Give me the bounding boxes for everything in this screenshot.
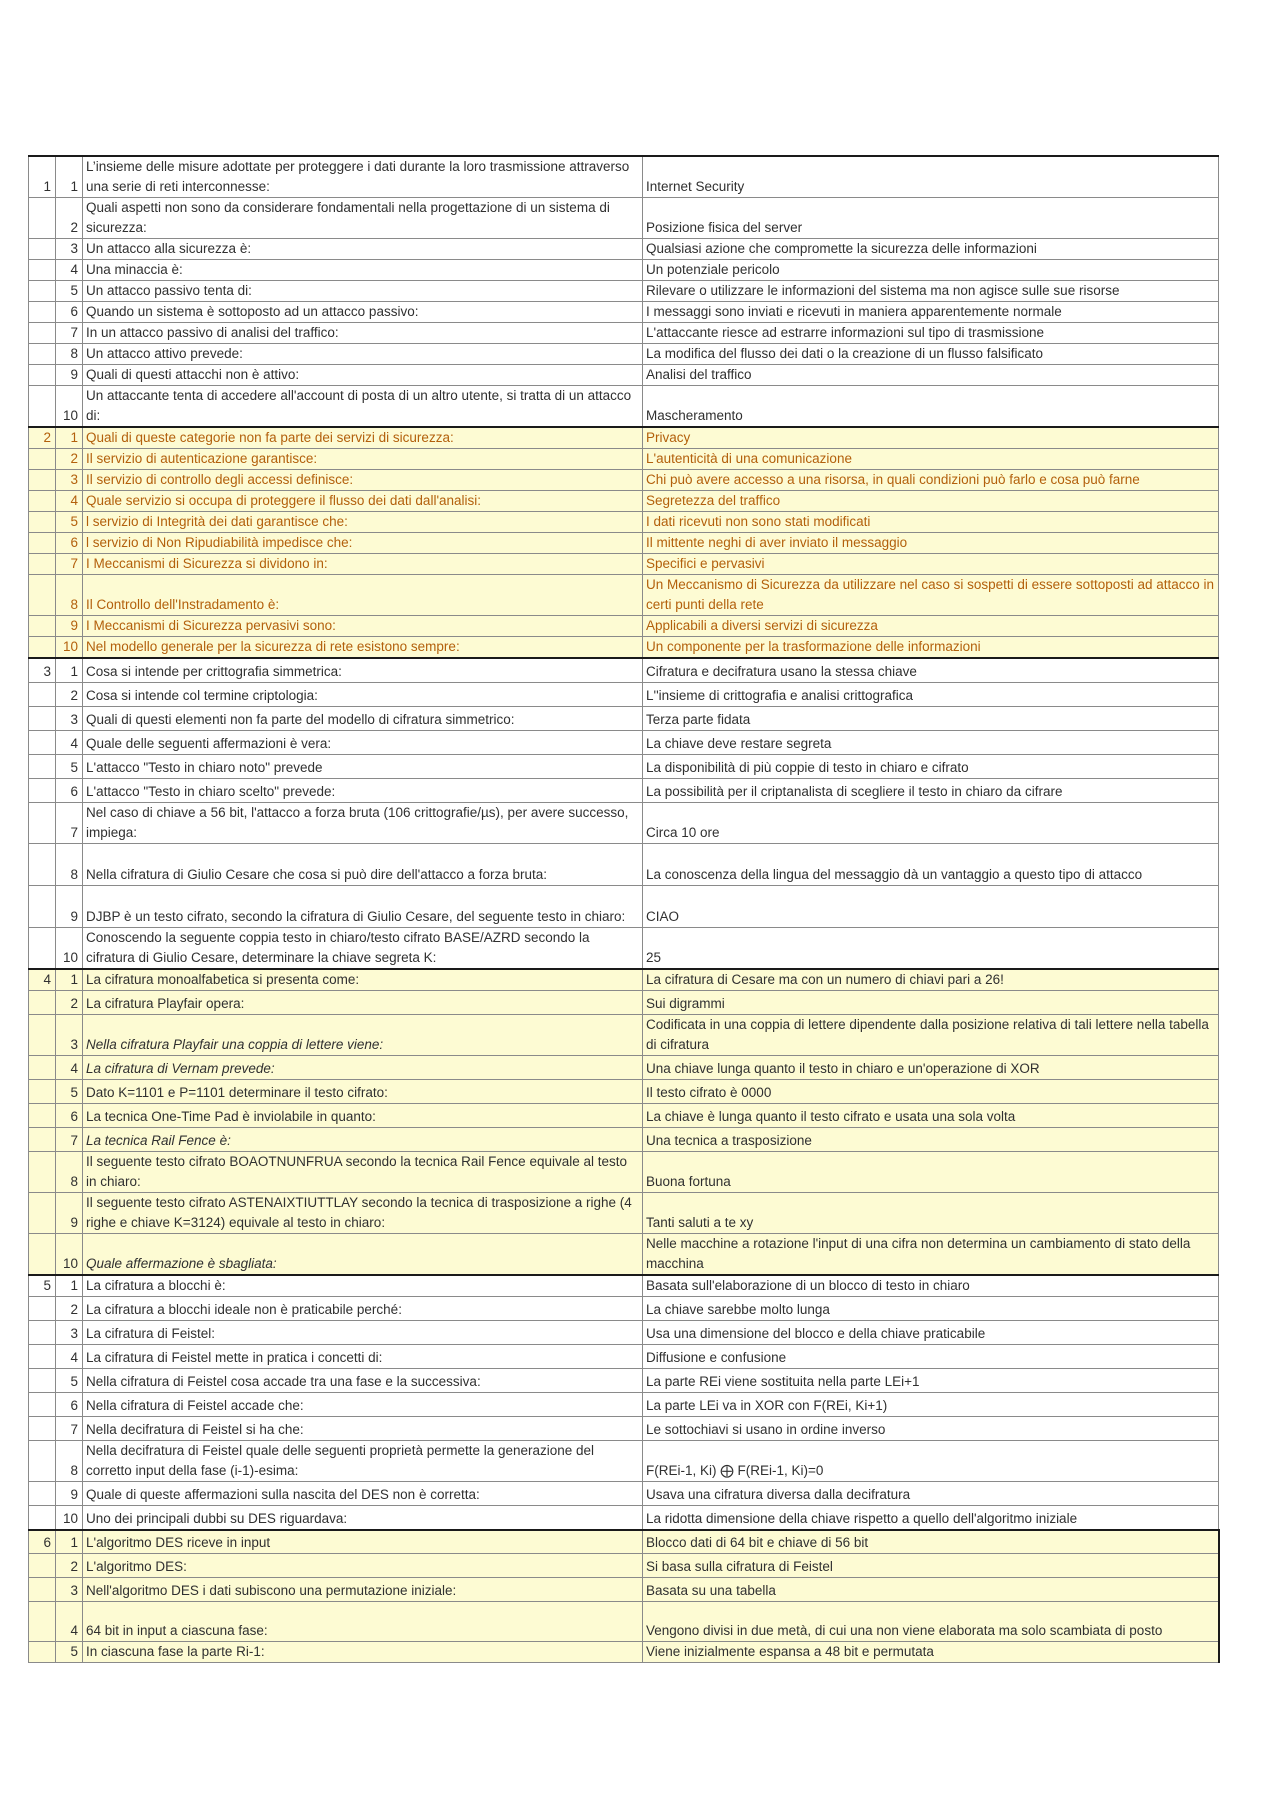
question-number: 1 xyxy=(56,1275,83,1297)
question-row xyxy=(29,682,1219,706)
question-row xyxy=(29,281,1219,302)
question-number: 1 xyxy=(56,1530,83,1554)
question-row xyxy=(29,991,1219,1015)
section-number xyxy=(29,927,56,969)
question-text: Nell'algoritmo DES i dati subiscono una permutazione iniziale: xyxy=(83,1578,643,1602)
question-row xyxy=(29,1152,1219,1193)
question-row xyxy=(29,491,1219,512)
section-number xyxy=(29,1193,56,1234)
question-row xyxy=(29,1441,1219,1482)
question-text: Conoscendo la seguente coppia testo in chiaro/testo cifrato BASE/AZRD secondo la cifratura di Giulio Cesare, determinare la chiave segreta K: xyxy=(83,927,643,969)
question-number: 1 xyxy=(56,658,83,682)
section-number: 1 xyxy=(29,156,56,198)
question-text: La cifratura di Feistel mette in pratica i concetti di: xyxy=(83,1345,643,1369)
answer-text: La parte LEi va in XOR con F(REi, Ki+1) xyxy=(643,1393,1219,1417)
section-number xyxy=(29,885,56,927)
section-number xyxy=(29,616,56,637)
question-number: 1 xyxy=(56,969,83,991)
question-number: 3 xyxy=(56,1015,83,1056)
section-number xyxy=(29,554,56,575)
question-row xyxy=(29,1417,1219,1441)
answer-text: Usava una cifratura diversa dalla decifratura xyxy=(643,1482,1219,1506)
answer-text: Chi può avere accesso a una risorsa, in quali condizioni può farlo e cosa può farne xyxy=(643,470,1219,491)
question-text: Nella decifratura di Feistel si ha che: xyxy=(83,1417,643,1441)
answer-text: Una chiave lunga quanto il testo in chiaro e un'operazione di XOR xyxy=(643,1056,1219,1080)
section-number: 5 xyxy=(29,1275,56,1297)
question-row xyxy=(29,754,1219,778)
question-text: Un attacco attivo prevede: xyxy=(83,344,643,365)
question-number: 7 xyxy=(56,1417,83,1441)
question-number: 4 xyxy=(56,730,83,754)
question-number: 9 xyxy=(56,1193,83,1234)
question-number: 6 xyxy=(56,302,83,323)
section-number xyxy=(29,1015,56,1056)
answer-text: 25 xyxy=(643,927,1219,969)
question-text: L’insieme delle misure adottate per proteggere i dati durante la loro trasmissione attraverso una serie di reti interconnesse: xyxy=(83,156,643,198)
question-number: 4 xyxy=(56,1602,83,1642)
answer-text: L''insieme di crittografia e analisi crittografica xyxy=(643,682,1219,706)
question-row xyxy=(29,344,1219,365)
question-row xyxy=(29,1193,1219,1234)
answer-text: Applicabili a diversi servizi di sicurezza xyxy=(643,616,1219,637)
question-text: Un attaccante tenta di accedere all'account di posta di un altro utente, si tratta di un attacco di: xyxy=(83,386,643,428)
question-number: 6 xyxy=(56,533,83,554)
answer-text: La cifratura di Cesare ma con un numero di chiavi pari a 26! xyxy=(643,969,1219,991)
question-text: La cifratura a blocchi è: xyxy=(83,1275,643,1297)
answer-text: La possibilità per il criptanalista di scegliere il testo in chiaro da cifrare xyxy=(643,778,1219,802)
question-row xyxy=(29,802,1219,843)
section-number xyxy=(29,1482,56,1506)
question-number: 7 xyxy=(56,554,83,575)
question-number: 10 xyxy=(56,927,83,969)
question-text: La cifratura a blocchi ideale non è praticabile perché: xyxy=(83,1297,643,1321)
section-number xyxy=(29,449,56,470)
answer-text: La ridotta dimensione della chiave rispetto a quello dell'algoritmo iniziale xyxy=(643,1506,1219,1530)
question-number: 1 xyxy=(56,156,83,198)
question-row xyxy=(29,512,1219,533)
question-row xyxy=(29,1345,1219,1369)
question-row xyxy=(29,1602,1219,1642)
question-number: 4 xyxy=(56,491,83,512)
section-number xyxy=(29,344,56,365)
question-number: 10 xyxy=(56,1506,83,1530)
question-row xyxy=(29,386,1219,428)
section-number xyxy=(29,323,56,344)
question-number: 3 xyxy=(56,1321,83,1345)
section-number xyxy=(29,1080,56,1104)
question-row xyxy=(29,616,1219,637)
question-text: Una minaccia è: xyxy=(83,260,643,281)
question-text: La cifratura di Feistel: xyxy=(83,1321,643,1345)
section-number xyxy=(29,1602,56,1642)
section-number xyxy=(29,512,56,533)
question-text: Cosa si intende per crittografia simmetrica: xyxy=(83,658,643,682)
question-text: Il servizio di autenticazione garantisce: xyxy=(83,449,643,470)
question-row xyxy=(29,1530,1219,1554)
question-row xyxy=(29,1369,1219,1393)
question-row xyxy=(29,1234,1219,1276)
question-number: 5 xyxy=(56,1642,83,1663)
answer-text: Basata su una tabella xyxy=(643,1578,1219,1602)
question-text: L'algoritmo DES riceve in input xyxy=(83,1530,643,1554)
question-row xyxy=(29,1104,1219,1128)
answer-text: Il testo cifrato è 0000 xyxy=(643,1080,1219,1104)
question-number: 9 xyxy=(56,616,83,637)
question-row xyxy=(29,637,1219,659)
question-text: In ciascuna fase la parte Ri-1: xyxy=(83,1642,643,1663)
answer-text: Vengono divisi in due metà, di cui una non viene elaborata ma solo scambiata di posto xyxy=(643,1602,1219,1642)
section-number xyxy=(29,1506,56,1530)
answer-text: Diffusione e confusione xyxy=(643,1345,1219,1369)
question-row xyxy=(29,323,1219,344)
question-text: Dato K=1101 e P=1101 determinare il testo cifrato: xyxy=(83,1080,643,1104)
section-number xyxy=(29,1441,56,1482)
section-number xyxy=(29,1642,56,1663)
section-number: 2 xyxy=(29,427,56,449)
question-row xyxy=(29,198,1219,239)
section-number xyxy=(29,281,56,302)
section-number xyxy=(29,1128,56,1152)
question-row xyxy=(29,449,1219,470)
answer-text: Usa una dimensione del blocco e della chiave praticabile xyxy=(643,1321,1219,1345)
question-number: 5 xyxy=(56,1369,83,1393)
section-number xyxy=(29,637,56,659)
question-number: 3 xyxy=(56,1578,83,1602)
question-number: 8 xyxy=(56,344,83,365)
answer-text: La chiave sarebbe molto lunga xyxy=(643,1297,1219,1321)
question-number: 4 xyxy=(56,1056,83,1080)
question-text: I Meccanismi di Sicurezza si dividono in: xyxy=(83,554,643,575)
section-number: 4 xyxy=(29,969,56,991)
question-number: 7 xyxy=(56,802,83,843)
question-row xyxy=(29,1128,1219,1152)
question-text: La cifratura monoalfabetica si presenta come: xyxy=(83,969,643,991)
question-text: In un attacco passivo di analisi del traffico: xyxy=(83,323,643,344)
question-row xyxy=(29,927,1219,969)
quiz-table-body xyxy=(29,156,1219,1663)
answer-text: Le sottochiavi si usano in ordine inverso xyxy=(643,1417,1219,1441)
answer-text: Mascheramento xyxy=(643,386,1219,428)
question-text: Uno dei principali dubbi su DES riguardava: xyxy=(83,1506,643,1530)
question-row xyxy=(29,843,1219,885)
answer-text: Cifratura e decifratura usano la stessa chiave xyxy=(643,658,1219,682)
answer-text: I messaggi sono inviati e ricevuti in maniera apparentemente normale xyxy=(643,302,1219,323)
question-row xyxy=(29,1321,1219,1345)
question-row xyxy=(29,260,1219,281)
answer-text: Posizione fisica del server xyxy=(643,198,1219,239)
question-row xyxy=(29,427,1219,449)
answer-text: Buona fortuna xyxy=(643,1152,1219,1193)
question-number: 4 xyxy=(56,260,83,281)
question-row xyxy=(29,533,1219,554)
section-number xyxy=(29,1321,56,1345)
question-row xyxy=(29,1578,1219,1602)
question-row xyxy=(29,156,1219,198)
section-number xyxy=(29,386,56,428)
question-text: L'algoritmo DES: xyxy=(83,1554,643,1578)
answer-text: La chiave deve restare segreta xyxy=(643,730,1219,754)
question-row xyxy=(29,575,1219,616)
question-text: Il servizio di controllo degli accessi definisce: xyxy=(83,470,643,491)
question-number: 10 xyxy=(56,1234,83,1276)
answer-text: La disponibilità di più coppie di testo in chiaro e cifrato xyxy=(643,754,1219,778)
section-number xyxy=(29,198,56,239)
question-text: Quale affermazione è sbagliata: xyxy=(83,1234,643,1276)
question-row xyxy=(29,1393,1219,1417)
question-number: 8 xyxy=(56,1441,83,1482)
question-text: La tecnica One-Time Pad è inviolabile in quanto: xyxy=(83,1104,643,1128)
question-number: 8 xyxy=(56,1152,83,1193)
question-number: 1 xyxy=(56,427,83,449)
section-number xyxy=(29,470,56,491)
question-number: 7 xyxy=(56,1128,83,1152)
section-number xyxy=(29,1345,56,1369)
section-number xyxy=(29,991,56,1015)
question-text: DJBP è un testo cifrato, secondo la cifratura di Giulio Cesare, del seguente testo in chiaro: xyxy=(83,885,643,927)
question-text: Quali di queste categorie non fa parte dei servizi di sicurezza: xyxy=(83,427,643,449)
answer-text: CIAO xyxy=(643,885,1219,927)
answer-text: Codificata in una coppia di lettere dipendente dalla posizione relativa di tali lettere nella tabella di cifratura xyxy=(643,1015,1219,1056)
question-number: 7 xyxy=(56,323,83,344)
answer-text: Si basa sulla cifratura di Feistel xyxy=(643,1554,1219,1578)
answer-text: Un componente per la trasformazione delle informazioni xyxy=(643,637,1219,659)
question-text: I Meccanismi di Sicurezza pervasivi sono: xyxy=(83,616,643,637)
question-text: Quali aspetti non sono da considerare fondamentali nella progettazione di un sistema di sicurezza: xyxy=(83,198,643,239)
question-text: 64 bit in input a ciascuna fase: xyxy=(83,1602,643,1642)
section-number xyxy=(29,260,56,281)
question-text: La cifratura Playfair opera: xyxy=(83,991,643,1015)
question-number: 5 xyxy=(56,512,83,533)
question-text: L'attacco "Testo in chiaro noto" prevede xyxy=(83,754,643,778)
question-text: Quale di queste affermazioni sulla nascita del DES non è corretta: xyxy=(83,1482,643,1506)
question-text: Quale delle seguenti affermazioni è vera: xyxy=(83,730,643,754)
question-text: Nella decifratura di Feistel quale delle seguenti proprietà permette la generazione del corretto input della fase (i-1)-esima: xyxy=(83,1441,643,1482)
question-text: Un attacco passivo tenta di: xyxy=(83,281,643,302)
question-row xyxy=(29,1642,1219,1663)
question-row xyxy=(29,365,1219,386)
section-number xyxy=(29,1152,56,1193)
answer-text: La conoscenza della lingua del messaggio dà un vantaggio a questo tipo di attacco xyxy=(643,843,1219,885)
question-row xyxy=(29,969,1219,991)
question-row xyxy=(29,658,1219,682)
section-number xyxy=(29,802,56,843)
question-row xyxy=(29,1080,1219,1104)
question-text: Quali di questi elementi non fa parte del modello di cifratura simmetrico: xyxy=(83,706,643,730)
section-number xyxy=(29,239,56,260)
section-number xyxy=(29,302,56,323)
section-number xyxy=(29,1417,56,1441)
answer-text: Analisi del traffico xyxy=(643,365,1219,386)
question-number: 4 xyxy=(56,1345,83,1369)
question-text: Il seguente testo cifrato ASTENAIXTIUTTLAY secondo la tecnica di trasposizione a righe (4 righe e chiave K=3124) equivale al testo in chiaro: xyxy=(83,1193,643,1234)
section-number xyxy=(29,754,56,778)
section-number xyxy=(29,778,56,802)
section-number xyxy=(29,1297,56,1321)
answer-text: F(REi-1, Ki) ⨁ F(REi-1, Ki)=0 xyxy=(643,1441,1219,1482)
question-row xyxy=(29,1506,1219,1530)
question-number: 8 xyxy=(56,843,83,885)
question-row xyxy=(29,1554,1219,1578)
question-number: 2 xyxy=(56,449,83,470)
question-number: 5 xyxy=(56,1080,83,1104)
question-text: Nella cifratura Playfair una coppia di lettere viene: xyxy=(83,1015,643,1056)
question-number: 9 xyxy=(56,1482,83,1506)
answer-text: Sui digrammi xyxy=(643,991,1219,1015)
section-number xyxy=(29,365,56,386)
question-text: Nel caso di chiave a 56 bit, l'attacco a forza bruta (106 crittografie/µs), per avere successo, impiega: xyxy=(83,802,643,843)
question-number: 3 xyxy=(56,239,83,260)
section-number xyxy=(29,491,56,512)
question-row xyxy=(29,1275,1219,1297)
answer-text: Nelle macchine a rotazione l'input di una cifra non determina un cambiamento di stato della macchina xyxy=(643,1234,1219,1276)
answer-text: Una tecnica a trasposizione xyxy=(643,1128,1219,1152)
answer-text: L'autenticità di una comunicazione xyxy=(643,449,1219,470)
question-text: Quale servizio si occupa di proteggere il flusso dei dati dall'analisi: xyxy=(83,491,643,512)
question-text: Cosa si intende col termine criptologia: xyxy=(83,682,643,706)
question-number: 5 xyxy=(56,281,83,302)
section-number xyxy=(29,1554,56,1578)
question-number: 2 xyxy=(56,198,83,239)
section-number xyxy=(29,1393,56,1417)
question-text: L'attacco "Testo in chiaro scelto" prevede: xyxy=(83,778,643,802)
question-row xyxy=(29,1482,1219,1506)
question-number: 2 xyxy=(56,1554,83,1578)
question-number: 2 xyxy=(56,1297,83,1321)
answer-text: Segretezza del traffico xyxy=(643,491,1219,512)
answer-text: Circa 10 ore xyxy=(643,802,1219,843)
question-row xyxy=(29,1015,1219,1056)
question-text: l servizio di Integrità dei dati garantisce che: xyxy=(83,512,643,533)
question-text: Un attacco alla sicurezza è: xyxy=(83,239,643,260)
section-number xyxy=(29,682,56,706)
question-text: La cifratura di Vernam prevede: xyxy=(83,1056,643,1080)
answer-text: Un potenziale pericolo xyxy=(643,260,1219,281)
section-number xyxy=(29,706,56,730)
answer-text: Qualsiasi azione che compromette la sicurezza delle informazioni xyxy=(643,239,1219,260)
answer-text: Privacy xyxy=(643,427,1219,449)
question-number: 8 xyxy=(56,575,83,616)
question-row xyxy=(29,1297,1219,1321)
answer-text: La modifica del flusso dei dati o la creazione di un flusso falsificato xyxy=(643,344,1219,365)
question-number: 6 xyxy=(56,1104,83,1128)
answer-text: Specifici e pervasivi xyxy=(643,554,1219,575)
question-row xyxy=(29,554,1219,575)
question-row xyxy=(29,302,1219,323)
question-row xyxy=(29,239,1219,260)
answer-text: Rilevare o utilizzare le informazioni del sistema ma non agisce sulle sue risorse xyxy=(643,281,1219,302)
answer-text: Tanti saluti a te xy xyxy=(643,1193,1219,1234)
section-number xyxy=(29,1104,56,1128)
question-number: 10 xyxy=(56,386,83,428)
section-number: 6 xyxy=(29,1530,56,1554)
question-number: 2 xyxy=(56,991,83,1015)
question-number: 5 xyxy=(56,754,83,778)
section-number xyxy=(29,1234,56,1276)
section-number: 3 xyxy=(29,658,56,682)
answer-text: Un Meccanismo di Sicurezza da utilizzare nel caso si sospetti di essere sottoposti ad attacco in certi punti della rete xyxy=(643,575,1219,616)
question-text: Nella cifratura di Giulio Cesare che cosa si può dire dell'attacco a forza bruta: xyxy=(83,843,643,885)
question-text: Quali di questi attacchi non è attivo: xyxy=(83,365,643,386)
question-text: Nel modello generale per la sicurezza di rete esistono sempre: xyxy=(83,637,643,659)
question-text: Nella cifratura di Feistel accade che: xyxy=(83,1393,643,1417)
answer-text: Basata sull'elaborazione di un blocco di testo in chiaro xyxy=(643,1275,1219,1297)
answer-text: Blocco dati di 64 bit e chiave di 56 bit xyxy=(643,1530,1219,1554)
question-number: 3 xyxy=(56,706,83,730)
quiz-sheet xyxy=(28,155,1218,1663)
section-number xyxy=(29,533,56,554)
question-number: 2 xyxy=(56,682,83,706)
question-row xyxy=(29,885,1219,927)
section-number xyxy=(29,843,56,885)
section-number xyxy=(29,1369,56,1393)
question-row xyxy=(29,778,1219,802)
answer-text: Internet Security xyxy=(643,156,1219,198)
section-number xyxy=(29,1056,56,1080)
question-row xyxy=(29,730,1219,754)
answer-text: Il mittente neghi di aver inviato il messaggio xyxy=(643,533,1219,554)
question-text: La tecnica Rail Fence è: xyxy=(83,1128,643,1152)
question-number: 9 xyxy=(56,885,83,927)
question-text: Quando un sistema è sottoposto ad un attacco passivo: xyxy=(83,302,643,323)
question-row xyxy=(29,470,1219,491)
question-text: Nella cifratura di Feistel cosa accade tra una fase e la successiva: xyxy=(83,1369,643,1393)
question-number: 10 xyxy=(56,637,83,659)
answer-text: La chiave è lunga quanto il testo cifrato e usata una sola volta xyxy=(643,1104,1219,1128)
question-number: 6 xyxy=(56,1393,83,1417)
section-number xyxy=(29,730,56,754)
answer-text: Viene inizialmente espansa a 48 bit e permutata xyxy=(643,1642,1219,1663)
question-row xyxy=(29,1056,1219,1080)
question-text: Il Controllo dell'Instradamento è: xyxy=(83,575,643,616)
answer-text: Terza parte fidata xyxy=(643,706,1219,730)
section-number xyxy=(29,1578,56,1602)
quiz-table xyxy=(28,155,1220,1663)
answer-text: I dati ricevuti non sono stati modificati xyxy=(643,512,1219,533)
question-number: 3 xyxy=(56,470,83,491)
question-number: 6 xyxy=(56,778,83,802)
answer-text: La parte REi viene sostituita nella parte LEi+1 xyxy=(643,1369,1219,1393)
answer-text: L'attaccante riesce ad estrarre informazioni sul tipo di trasmissione xyxy=(643,323,1219,344)
section-number xyxy=(29,575,56,616)
question-row xyxy=(29,706,1219,730)
question-text: l servizio di Non Ripudiabilità impedisce che: xyxy=(83,533,643,554)
question-text: Il seguente testo cifrato BOAOTNUNFRUA secondo la tecnica Rail Fence equivale al testo in chiaro: xyxy=(83,1152,643,1193)
question-number: 9 xyxy=(56,365,83,386)
